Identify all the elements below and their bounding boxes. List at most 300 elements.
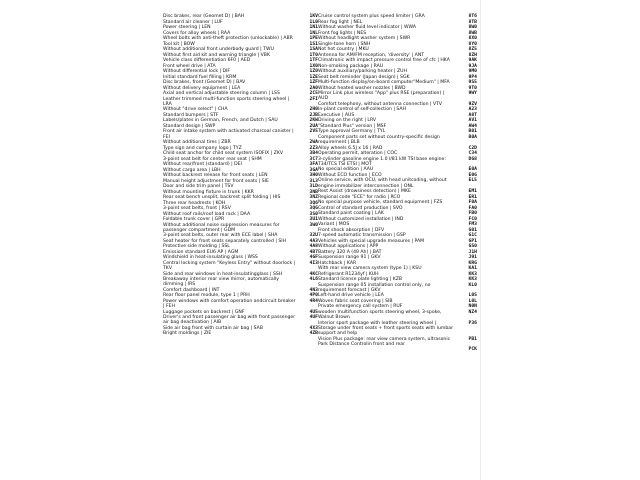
equipment-code: 9M0 — [468, 69, 477, 74]
equipment-description: Not hot country | MKU — [318, 47, 369, 52]
equipment-code: N0N — [468, 304, 477, 310]
equipment-description: Without auxiliary/parking heater | ZUH — [318, 69, 408, 74]
equipment-description: Without additional tires | ZBR — [163, 140, 231, 145]
equipment-code: 4R4 — [309, 298, 318, 304]
equipment-description: Initial standard fuel filling | KRM — [163, 74, 237, 80]
equipment-entry — [318, 266, 477, 271]
equipment-entry — [163, 195, 318, 200]
equipment-description: Power windows with comfort operation andcircuit breaker | FEH — [163, 298, 296, 309]
equipment-code: 2UA — [309, 123, 318, 129]
equipment-code: 3QG — [309, 206, 318, 211]
equipment-description: Non-smoking package | RAU — [318, 63, 384, 69]
equipment-entry — [318, 129, 477, 134]
equipment-description: Labels/plates in German, French, and Dutch | SAU — [163, 118, 278, 124]
equipment-code: 9WY — [468, 91, 477, 96]
equipment-entry — [163, 261, 318, 272]
equipment-description: Standard bumpers | STF — [163, 112, 219, 118]
equipment-description: Foldable trunk cover | GPR — [163, 217, 225, 222]
equipment-description: Standard paint coating | LAK — [318, 211, 384, 216]
equipment-entry — [163, 42, 318, 47]
equipment-description: Without first aid kit and warning triangle | VBK — [163, 52, 270, 58]
equipment-code: AW4 — [468, 123, 477, 129]
equipment-entry — [318, 47, 477, 52]
equipment-code: 8T6 — [468, 14, 477, 19]
equipment-description: Component parts set without country-specific design requirement | BLB — [318, 134, 440, 145]
equipment-entry — [318, 107, 477, 112]
equipment-code: 3NB — [309, 189, 318, 195]
equipment-entry — [163, 272, 318, 277]
equipment-code: L0L — [468, 298, 477, 304]
equipment-description: Left-hand drive vehicle | LEA — [318, 293, 384, 299]
equipment-entry — [163, 75, 318, 80]
equipment-entry — [163, 129, 318, 140]
equipment-entry — [163, 162, 318, 167]
equipment-code: 4X3 — [309, 325, 318, 331]
equipment-entry — [318, 347, 477, 352]
equipment-entry — [318, 255, 477, 260]
equipment-entry — [318, 167, 477, 172]
equipment-entry — [163, 331, 318, 336]
equipment-entry — [318, 250, 477, 255]
equipment-entry — [163, 146, 318, 151]
equipment-code: KRG — [468, 260, 477, 266]
equipment-code: KK3 — [468, 277, 477, 282]
equipment-description: Single-tone horn | SNH — [318, 41, 371, 47]
equipment-description: Without additional front underbody guard | TWU — [163, 47, 274, 52]
equipment-description: Without "drive select" | CHA — [163, 107, 228, 113]
equipment-entry — [318, 53, 477, 58]
equipment-entry — [163, 20, 318, 25]
equipment-description: Wheel bolts with anti-theft protection (unlockable) | ABR — [163, 36, 293, 41]
equipment-code: A23 — [468, 107, 477, 113]
equipment-code: 4B7 — [309, 249, 318, 255]
equipment-description: 3-cylinder gasoline engine 1.0 l/81 kW TSI base engine: T34/TCS TSI ETSI | MOT — [318, 156, 446, 167]
equipment-description: Online service, with OCU, with head unitcoding, without engine immobilizer interconnection | ONL — [318, 178, 447, 189]
equipment-code: 9ZV — [468, 101, 477, 107]
equipment-code: A8T — [468, 112, 477, 118]
equipment-entry — [318, 244, 477, 249]
equipment-entry — [318, 69, 477, 74]
equipment-description: Windshield in heat-insulating glass | WSS — [163, 255, 258, 261]
equipment-code: 4KC — [309, 271, 318, 277]
equipment-code: 9P4 — [468, 74, 477, 80]
equipment-entry — [163, 14, 318, 19]
left-code-column — [163, 14, 318, 337]
equipment-code: EL5 — [468, 178, 477, 184]
equipment-entry — [163, 31, 318, 36]
equipment-description: Comfort telephony, without antenna connection | VTV — [318, 101, 443, 107]
equipment-description: Regional code "ECE" for radio | RCO — [318, 194, 401, 200]
equipment-code: C2D — [468, 145, 477, 151]
equipment-code: L0S — [468, 293, 477, 299]
equipment-description: Emission standard EU6 AP | AGM — [163, 249, 239, 255]
equipment-description: No special edition | AAU — [318, 167, 374, 173]
equipment-code: 32U — [309, 233, 318, 239]
equipment-description: Rear floor panel module, type 1 | PRH — [163, 293, 250, 299]
equipment-entry — [318, 310, 477, 321]
equipment-entry — [318, 80, 477, 85]
equipment-description: Alloy wheels 6.5J x 16 | RAD — [318, 145, 383, 151]
equipment-entry — [163, 223, 318, 234]
equipment-description: Suspension range 05 installation control only, no requirement forecast | GKV — [318, 282, 431, 293]
equipment-entry — [163, 310, 318, 315]
equipment-description: Without applications | APP — [318, 244, 379, 249]
equipment-code: E0G — [468, 172, 477, 178]
equipment-entry — [163, 255, 318, 260]
equipment-description: Without roof rails/roof load rack | DAA — [163, 211, 251, 217]
equipment-code: 1L0 — [309, 19, 318, 25]
equipment-description: Woven fabric seat covering | SIB — [318, 298, 393, 304]
equipment-entry — [318, 195, 477, 200]
equipment-description: Suspension range 91 | GKV — [318, 255, 381, 260]
equipment-code: 4A8 — [309, 244, 318, 250]
equipment-description: Front air intake system with activated charcoal canister | FEI — [163, 129, 294, 140]
equipment-code: 4ZB — [309, 331, 318, 337]
equipment-code: 8W0 — [468, 25, 477, 30]
equipment-description: Climatronic with impact pressure control free of cfc | HKA — [318, 58, 450, 63]
equipment-description: Mirror Link plus wireless "App" plus RSE (preparation) | AUD — [318, 91, 445, 102]
equipment-description: 3-point seat belts, outer rear with ECE label | SHA — [163, 233, 278, 239]
equipment-description: Private emergency call system | RUF — [318, 304, 403, 310]
equipment-entry — [318, 157, 477, 168]
equipment-entry — [163, 69, 318, 74]
equipment-description: Battery 320 A (49 Ah) | BAT — [318, 249, 382, 255]
equipment-entry — [163, 58, 318, 63]
equipment-description: Interior sport package with leather steering wheel | Storage under front seats + front sports seats with lumbar support and help — [318, 320, 453, 336]
equipment-entry — [318, 36, 477, 41]
equipment-description: Rear seat bench unsplit, backrest split folding | HIS — [163, 195, 281, 200]
equipment-description: Vision Plus package: rear view camera system, ultrasonic Park Distance Controlin front and rear — [318, 336, 451, 347]
equipment-code: 3Q6 — [309, 200, 318, 206]
equipment-code: PB1 — [468, 336, 477, 342]
equipment-entry — [318, 64, 477, 69]
equipment-description: Leather trimmed multi-function sports steering wheel | LRA — [163, 96, 290, 107]
equipment-entry — [163, 315, 318, 326]
equipment-entry — [318, 58, 477, 63]
equipment-entry — [163, 47, 318, 52]
equipment-entry — [318, 200, 477, 205]
equipment-code: 1ZE — [309, 74, 318, 80]
equipment-code: 9JA — [468, 63, 477, 69]
equipment-entry — [163, 25, 318, 30]
equipment-description: Without rear/front (standard) | DEI — [163, 162, 242, 167]
equipment-description: Operating permit, alteration | COC — [318, 151, 398, 156]
equipment-code: GS0 — [468, 244, 477, 249]
equipment-code: 2Z3 — [309, 145, 318, 151]
equipment-code: 2V5 — [309, 129, 318, 135]
equipment-code: 4L6 — [309, 277, 318, 282]
equipment-description: Antenna for AM/FM reception, 'diversity' | ANT — [318, 52, 425, 58]
equipment-code: 2H0 — [309, 107, 318, 113]
equipment-entry — [163, 179, 318, 184]
equipment-description: Covers for alloy wheels | RAA — [163, 30, 231, 36]
equipment-code: 3L3 — [309, 178, 318, 184]
equipment-description: Front wheel drive | ATA — [163, 63, 216, 69]
equipment-entry — [318, 206, 477, 211]
equipment-entry — [163, 299, 318, 310]
equipment-code: B01 — [468, 129, 477, 135]
equipment-entry — [318, 178, 477, 189]
equipment-description: Type sign and company logo | TYZ — [163, 145, 242, 151]
equipment-code: 1T0 — [309, 52, 318, 58]
equipment-code: J91 — [468, 255, 477, 260]
equipment-description: 7-speed automatic transmission | GSP — [318, 233, 406, 238]
equipment-code: G01 — [468, 227, 477, 233]
equipment-code: 3W0 — [309, 222, 318, 228]
equipment-code: J1H — [468, 249, 477, 255]
equipment-entry — [318, 135, 477, 146]
page-edge-line — [480, 0, 481, 480]
equipment-code: 9S5 — [468, 80, 477, 85]
equipment-entry — [163, 151, 318, 156]
equipment-code: 1KV — [309, 14, 318, 19]
equipment-description: Without ECO function | ECO — [318, 172, 382, 178]
equipment-code: 8ZH — [468, 52, 477, 58]
equipment-description: Tool kit | BOW — [163, 41, 195, 47]
equipment-entry — [163, 140, 318, 145]
equipment-description: Protective side molding | SSL — [163, 244, 230, 250]
equipment-entry — [318, 233, 477, 238]
equipment-code: 2KW — [309, 118, 318, 124]
equipment-entry — [318, 272, 477, 277]
equipment-code: 2FI — [309, 96, 318, 102]
equipment-code: 8X0 — [468, 36, 477, 41]
equipment-code: 1NL — [309, 30, 318, 36]
equipment-entry — [163, 293, 318, 298]
equipment-description: Front shock absorption | DFV — [318, 227, 385, 233]
equipment-entry — [163, 244, 318, 249]
equipment-description: Seat belt reminder (Japan design) | SGK — [318, 74, 410, 80]
equipment-code: E0A — [468, 167, 477, 173]
equipment-entry — [163, 157, 318, 162]
equipment-description: Without additional noise suppression measures for passenger compartment | GDM — [163, 222, 280, 233]
equipment-description: Manual height adjustment for front seats | SIE — [163, 178, 269, 184]
equipment-entry — [163, 86, 318, 91]
equipment-code: 1X0 — [309, 63, 318, 69]
equipment-code: FB0 — [468, 211, 477, 216]
equipment-code: 8TB — [468, 19, 477, 25]
equipment-entry — [318, 304, 477, 309]
equipment-description: Disc brakes, front (Geomet D) | BAV — [163, 80, 246, 85]
equipment-code: KA1 — [468, 266, 477, 271]
equipment-entry — [318, 151, 477, 156]
equipment-code: 2C5 — [309, 91, 318, 96]
equipment-code: 9AK — [468, 58, 477, 63]
equipment-entry — [163, 217, 318, 222]
equipment-description: Child seat anchor for child seat system ISOFIX | ZKV — [163, 151, 283, 156]
equipment-code: 1N1 — [309, 25, 318, 30]
equipment-code: P36 — [468, 320, 477, 326]
equipment-entry — [163, 212, 318, 217]
equipment-entry — [318, 337, 477, 348]
equipment-code: KL0 — [468, 282, 477, 288]
equipment-description: Axial and vertical adjustable steering column | LSS — [163, 91, 280, 96]
equipment-description: Side and rear windows in heat-insulatingglass | SSH — [163, 271, 283, 277]
equipment-description: Door and side trim panel | TSV — [163, 184, 234, 189]
equipment-code: 1PE — [309, 36, 318, 41]
equipment-code: 8Y0 — [468, 41, 477, 47]
equipment-code: ER1 — [468, 194, 477, 200]
equipment-code: 4P0 — [309, 293, 318, 299]
equipment-description: Without heated washer nozzles | BWD — [318, 85, 406, 91]
equipment-code: 3S0 — [309, 211, 318, 217]
equipment-description: Central locking system "Keyless Entry" without doorlock | TKV — [163, 260, 296, 271]
equipment-code: 8WB — [468, 30, 477, 36]
equipment-entry — [318, 14, 477, 19]
equipment-description: Three rear headrests | KOH — [163, 200, 226, 206]
equipment-entry — [163, 233, 318, 238]
equipment-entry — [318, 20, 477, 25]
equipment-description: Without customized installation | IND — [318, 216, 404, 222]
equipment-description: Refrigerant R1234yf | KUH — [318, 271, 379, 277]
equipment-code: 3U1 — [309, 217, 318, 222]
equipment-code: 2JB — [309, 112, 318, 118]
equipment-code: PCK — [468, 347, 477, 353]
equipment-code: 1S1 — [309, 41, 318, 47]
equipment-description: wooden multifunction sports steering wheel, 3-spoke, Walnut Brown — [318, 309, 442, 320]
equipment-entry — [318, 118, 477, 123]
equipment-description: Driving on the right | LRV — [318, 118, 377, 124]
equipment-code: 2A0 — [309, 85, 318, 91]
equipment-entry — [163, 97, 318, 108]
equipment-entry — [318, 321, 477, 337]
right-code-column — [318, 14, 477, 353]
equipment-description: Rear fog light | NEL — [318, 19, 363, 25]
equipment-code: 4UF — [309, 315, 318, 320]
equipment-description: Standard license plate lighting | KZB — [318, 277, 403, 282]
equipment-entry — [318, 146, 477, 151]
equipment-description: With rear view camera system (type 1) | KSU — [318, 266, 422, 271]
equipment-entry — [163, 173, 318, 178]
equipment-code: KK3 — [468, 271, 477, 277]
equipment-description: Control of standard production | SVO — [318, 205, 403, 211]
equipment-description: In-plant control of self-collection | SAH — [318, 107, 407, 113]
equipment-code: G1C — [468, 233, 477, 238]
equipment-entry — [163, 184, 318, 189]
equipment-entry — [318, 86, 477, 91]
equipment-code: EM1 — [468, 189, 477, 194]
equipment-entry — [318, 277, 477, 282]
equipment-code: 4I3 — [309, 260, 318, 266]
equipment-description: Executive | AUS — [318, 112, 355, 118]
equipment-code: 3GA — [309, 167, 318, 173]
equipment-entry — [318, 75, 477, 80]
equipment-entry — [318, 293, 477, 298]
equipment-entry — [163, 168, 318, 173]
equipment-entry — [318, 283, 477, 294]
equipment-description: Without differential lock | DIF — [163, 69, 231, 74]
equipment-entry — [318, 42, 477, 47]
equipment-description: Without washer fluid level indicator | WWA — [318, 25, 416, 30]
equipment-entry — [318, 211, 477, 216]
equipment-code: 9T0 — [468, 85, 477, 91]
equipment-code: FA0 — [468, 205, 477, 211]
equipment-description: Vehicle class differentiation 6F0 | AED — [163, 58, 251, 63]
equipment-code: 3FA — [309, 162, 318, 167]
equipment-description: Standard air cleaner | LUF — [163, 19, 223, 25]
equipment-code: 3B4 — [309, 151, 318, 156]
equipment-description: Variant | MOS — [318, 222, 350, 227]
equipment-code: 1SA — [309, 47, 318, 52]
equipment-entry — [318, 189, 477, 194]
equipment-description: Breakaway interior rear view mirror, automatically dimming | IRS — [163, 277, 279, 288]
equipment-code: AV1 — [468, 118, 477, 124]
equipment-entry — [163, 107, 318, 112]
equipment-description: Cruise control system plus speed limiter | GRA — [318, 14, 425, 19]
equipment-entry — [163, 91, 318, 96]
equipment-description: 3-point seat belt for center rear seat | SHM — [163, 156, 262, 162]
equipment-code: 1ZF — [309, 80, 318, 85]
equipment-code: 8Z5 — [468, 47, 477, 52]
equipment-code-sheet — [160, 12, 480, 472]
equipment-code: 4GF — [309, 255, 318, 261]
equipment-description: Type approval Germany | TYL — [318, 129, 386, 135]
equipment-code: C34 — [468, 151, 477, 156]
equipment-entry — [163, 36, 318, 41]
equipment-code: 3NZ — [309, 195, 318, 200]
equipment-description: Multi-function display/on-board computer"Medium" | MFA — [318, 80, 450, 85]
equipment-code: 1TF — [309, 58, 318, 63]
equipment-code: 4N3 — [309, 287, 318, 293]
equipment-description: Bright moldings | ZIE — [163, 331, 212, 337]
equipment-code: 3C7 — [309, 156, 318, 162]
equipment-code: 3LD — [309, 184, 318, 189]
equipment-description: "Standard Plus" version | MSF — [318, 123, 387, 129]
equipment-code: 1Z0 — [309, 69, 318, 74]
equipment-code: 4U5 — [309, 309, 318, 315]
equipment-code: FC0 — [468, 216, 477, 222]
equipment-description: Seat heater for front seats separately controlled | SIH — [163, 238, 287, 244]
equipment-description: Side air bag front with curtain air bag | SAB — [163, 325, 263, 331]
equipment-description: Standard design | SWP — [163, 123, 216, 129]
equipment-description: Disc brakes, rear (Geomet D) | BAH — [163, 14, 245, 19]
equipment-entry — [163, 277, 318, 288]
equipment-description: Without cargo area | LBH — [163, 167, 221, 173]
equipment-entry — [163, 53, 318, 58]
equipment-code: DG8 — [468, 156, 477, 162]
equipment-entry — [163, 201, 318, 206]
equipment-description: Rest Assist (drowsiness detection) | MKE — [318, 189, 411, 194]
equipment-code: 2WA — [309, 140, 318, 145]
equipment-entry — [163, 64, 318, 69]
equipment-entry — [163, 80, 318, 85]
equipment-entry — [318, 261, 477, 266]
equipment-entry — [318, 239, 477, 244]
equipment-description: Hatchback | KAR — [318, 260, 357, 266]
equipment-description: Driver's and front passenger air bag with front passenger air bag deactivation | AIB — [163, 315, 296, 326]
equipment-entry — [318, 228, 477, 233]
equipment-description: Front fog lights | NES — [318, 30, 367, 36]
equipment-description: Without backrest release for front seats | LEN — [163, 173, 268, 178]
equipment-description: Without mounting fixture in trunk | KKR — [163, 189, 254, 195]
equipment-code: 3H0 — [309, 173, 318, 178]
equipment-description: Luggage pockets on backrest | GNF — [163, 309, 245, 315]
equipment-code: 4A3 — [309, 238, 318, 244]
equipment-code: F0A — [468, 200, 477, 205]
equipment-entry — [318, 25, 477, 30]
equipment-description: Comfort dashboard | INT — [163, 287, 220, 293]
equipment-code: NZ4 — [468, 309, 477, 315]
equipment-entry — [318, 91, 477, 102]
equipment-description: No special purpose vehicle, standard equipment | FZS — [318, 200, 443, 205]
equipment-entry — [163, 118, 318, 123]
equipment-code: GP1 — [468, 238, 477, 244]
equipment-description: Vehicles with special upgrade measures | PAM — [318, 238, 425, 244]
equipment-code: B0A — [468, 134, 477, 140]
equipment-description: Power steering | LEN — [163, 25, 211, 30]
equipment-entry — [163, 190, 318, 195]
equipment-entry — [318, 222, 477, 227]
